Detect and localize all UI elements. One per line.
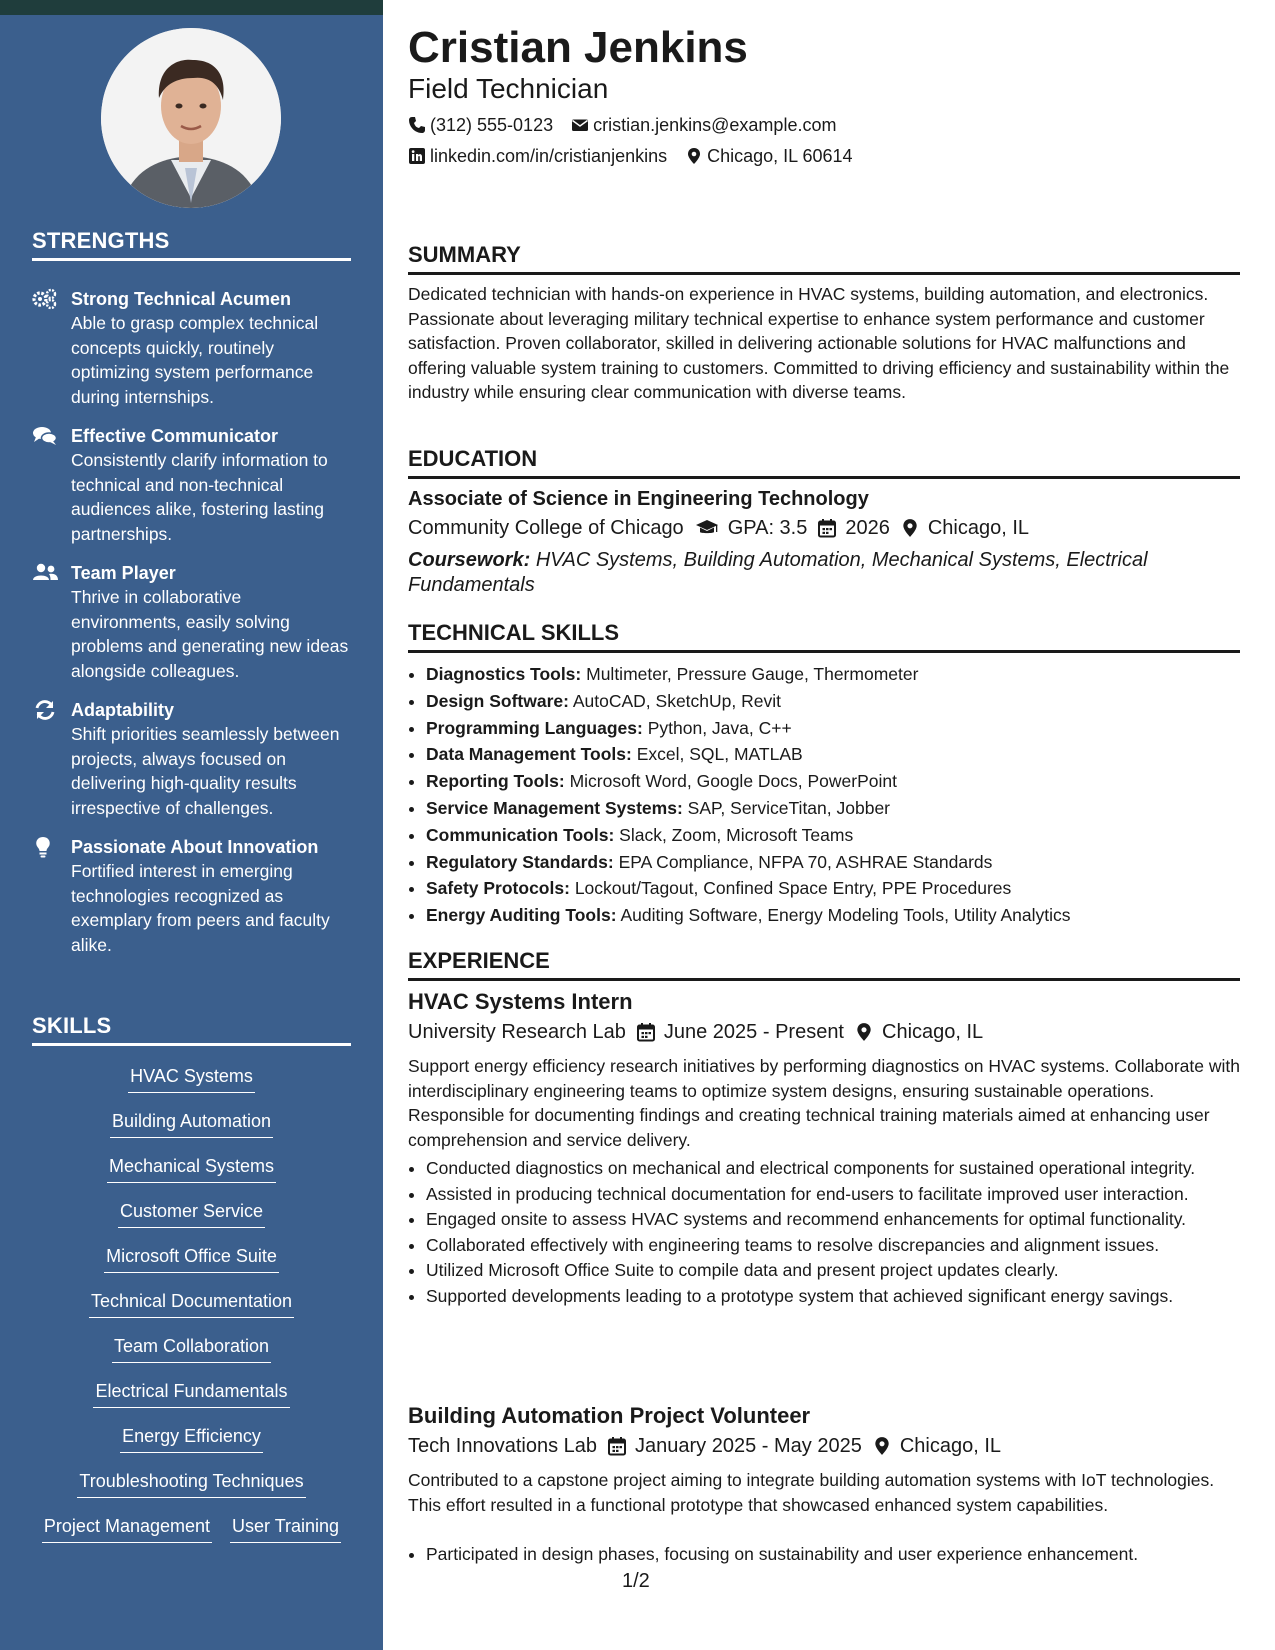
- skill-category: Regulatory Standards:: [426, 851, 614, 872]
- skills-heading: SKILLS: [32, 1013, 351, 1046]
- gears-icon: [32, 288, 58, 310]
- job-organization: Tech Innovations Lab: [408, 1435, 598, 1457]
- map-pin-icon: [900, 518, 920, 538]
- education-meta: [408, 514, 1029, 542]
- skill-category: Reporting Tools:: [426, 771, 565, 792]
- strengths-list: [32, 287, 354, 972]
- technical-skill-item: [426, 715, 1258, 742]
- strength-item: [32, 561, 354, 683]
- graduation-cap-icon: [694, 518, 720, 538]
- skill-values: SAP, ServiceTitan, Jobber: [687, 797, 890, 818]
- refresh-icon: [32, 699, 58, 721]
- job-position-title: HVAC Systems Intern: [408, 989, 633, 1014]
- skill-tag: Customer Service: [118, 1200, 265, 1228]
- location-text: Chicago, IL 60614: [707, 146, 853, 166]
- job-dates: June 2025 - Present: [663, 1021, 844, 1043]
- strength-item: [32, 287, 354, 409]
- technical-skills-heading: TECHNICAL SKILLS: [408, 620, 1240, 653]
- skill-tag: Building Automation: [110, 1110, 273, 1138]
- technical-skill-item: [426, 661, 1258, 688]
- top-accent-bar: [0, 0, 383, 15]
- strength-title: Adaptability: [71, 700, 175, 720]
- strength-item: [32, 835, 354, 957]
- technical-skill-item: [426, 902, 1258, 929]
- skill-category: Energy Auditing Tools:: [426, 905, 617, 926]
- strength-title: Effective Communicator: [71, 426, 279, 446]
- skill-tag: HVAC Systems: [128, 1065, 255, 1093]
- job-meta: [408, 1018, 983, 1046]
- skill-values: Slack, Zoom, Microsoft Teams: [619, 824, 854, 845]
- degree-title: Associate of Science in Engineering Technology: [408, 488, 869, 510]
- page-number: 1/2: [622, 1570, 650, 1592]
- job-bullet: • Conducted diagnostics on mechanical and electrical components for sustained operational integrity.: [426, 1156, 1246, 1181]
- strength-title: Strong Technical Acumen: [71, 289, 292, 309]
- strength-item: [32, 698, 354, 820]
- job-bullet: • Assisted in producing technical documentation for end-users to facilitate improved user interaction.: [426, 1182, 1246, 1207]
- technical-skills-list: [408, 661, 1258, 929]
- skill-category: Programming Languages:: [426, 717, 643, 738]
- map-pin-icon: [872, 1436, 892, 1456]
- skill-tag: Team Collaboration: [112, 1335, 271, 1363]
- contact-location: [685, 144, 852, 168]
- strength-item: [32, 424, 354, 546]
- skill-tag: Mechanical Systems: [107, 1155, 276, 1183]
- skill-tag: Energy Efficiency: [120, 1425, 263, 1453]
- skill-values: Lockout/Tagout, Confined Space Entry, PPE Procedures: [574, 878, 1012, 899]
- users-icon: [32, 562, 58, 584]
- skill-tag: Electrical Fundamentals: [93, 1380, 289, 1408]
- summary-text: Dedicated technician with hands-on experience in HVAC systems, building automation, and electronics. Passionate about leveraging military technical expertise to enhance system performance and customer satisfaction. Proven collaborator, skilled in delivering actionable solutions for HVAC malfunctions and offering valuable system training to customers. Committed to driving efficiency and sustainability within the industry while ensuring clear communication with diverse teams.: [408, 284, 1230, 402]
- strength-description: Consistently clarify information to technical and non-technical audiences alike, fostering lasting partnerships.: [71, 450, 328, 544]
- graduation-year: 2026: [845, 517, 890, 539]
- technical-skill-item: [426, 795, 1258, 822]
- skill-values: AutoCAD, SketchUp, Revit: [572, 690, 781, 711]
- avatar: [101, 28, 281, 208]
- technical-skill-item: [426, 768, 1258, 795]
- skill-values: Excel, SQL, MATLAB: [636, 744, 803, 765]
- skill-category: Design Software:: [426, 690, 569, 711]
- map-pin-icon: [685, 147, 703, 165]
- skill-tag: Microsoft Office Suite: [104, 1245, 279, 1273]
- technical-skill-item: [426, 822, 1258, 849]
- gpa-text: GPA: 3.5: [727, 517, 808, 539]
- strength-title: Team Player: [71, 563, 176, 583]
- candidate-name: Cristian Jenkins: [408, 23, 748, 72]
- skill-tag: User Training: [230, 1515, 341, 1543]
- skill-values: Microsoft Word, Google Docs, PowerPoint: [569, 771, 898, 792]
- skill-category: Safety Protocols:: [426, 878, 570, 899]
- chat-bubbles-icon: [32, 425, 58, 447]
- contact-email[interactable]: [571, 113, 836, 137]
- job-location: Chicago, IL: [899, 1435, 1002, 1457]
- skill-category: Diagnostics Tools:: [426, 664, 582, 684]
- job-bullet: • Utilized Microsoft Office Suite to compile data and present project updates clearly.: [426, 1258, 1246, 1283]
- calendar-icon: [607, 1436, 627, 1456]
- skill-values: EPA Compliance, NFPA 70, ASHRAE Standards: [618, 851, 993, 872]
- technical-skill-item: [426, 741, 1258, 768]
- skill-tag: Technical Documentation: [89, 1290, 294, 1318]
- strength-description: Fortified interest in emerging technologies recognized as exemplary from peers and faculty alike.: [71, 861, 330, 955]
- job-description: Support energy efficiency research initiatives by performing diagnostics on HVAC systems. Collaborate with interdisciplinary engineering teams to optimize system designs, ensuring sustainable operations. Responsible for documenting findings and creating technical training materials aimed at enhancing user comprehension and service delivery.: [408, 1056, 1240, 1150]
- profile-photo: [101, 28, 281, 208]
- experience-heading: EXPERIENCE: [408, 948, 1240, 981]
- contact-linkedin[interactable]: [408, 144, 667, 168]
- skill-tag: Troubleshooting Techniques: [77, 1470, 305, 1498]
- job-description: Contributed to a capstone project aiming to integrate building automation systems with IoT technologies. This effort resulted in a functional prototype that showcased enhanced system capabilities.: [408, 1470, 1215, 1515]
- skill-category: Data Management Tools:: [426, 744, 632, 765]
- calendar-icon: [636, 1022, 656, 1042]
- technical-skill-item: [426, 688, 1258, 715]
- lightbulb-icon: [32, 836, 58, 858]
- strength-description: Able to grasp complex technical concepts quickly, routinely optimizing system performance during internships.: [71, 313, 319, 407]
- job-dates: January 2025 - May 2025: [635, 1435, 862, 1457]
- linkedin-text[interactable]: linkedin.com/in/cristianjenkins: [430, 146, 668, 166]
- contact-row: [408, 113, 836, 137]
- job-bullets: [408, 1542, 1246, 1568]
- job-meta: [408, 1432, 1001, 1460]
- strength-title: Passionate About Innovation: [71, 837, 319, 857]
- job-bullet: • Participated in design phases, focusing on sustainability and user experience enhancement.: [426, 1542, 1246, 1567]
- skill-tag: Project Management: [42, 1515, 212, 1543]
- job-bullets: [408, 1156, 1246, 1309]
- education-location: Chicago, IL: [927, 517, 1030, 539]
- email-text[interactable]: cristian.jenkins@example.com: [593, 115, 837, 135]
- job-bullet: • Engaged onsite to assess HVAC systems and recommend enhancements for optimal functionality.: [426, 1207, 1246, 1232]
- education-heading: EDUCATION: [408, 446, 1240, 479]
- skill-values: Multimeter, Pressure Gauge, Thermometer: [586, 664, 919, 684]
- contact-phone: [408, 113, 553, 137]
- summary-heading: SUMMARY: [408, 242, 1240, 275]
- coursework: [408, 548, 1208, 598]
- job-title: Field Technician: [408, 73, 609, 104]
- linkedin-icon: [408, 147, 426, 165]
- skill-category: Communication Tools:: [426, 824, 615, 845]
- job-bullet: • Collaborated effectively with engineering teams to resolve discrepancies and alignment issues.: [426, 1233, 1246, 1258]
- job-organization: University Research Lab: [408, 1021, 626, 1043]
- strength-description: Thrive in collaborative environments, easily solving problems and generating new ideas alongside colleagues.: [71, 587, 349, 681]
- job-position-title: Building Automation Project Volunteer: [408, 1403, 811, 1428]
- strengths-heading: STRENGTHS: [32, 228, 351, 261]
- technical-skill-item: [426, 875, 1258, 902]
- job-location: Chicago, IL: [882, 1021, 984, 1043]
- sidebar: [0, 15, 383, 1650]
- coursework-list: HVAC Systems, Building Automation, Mechanical Systems, Electrical Fundamentals: [408, 549, 1148, 596]
- calendar-icon: [817, 518, 837, 538]
- envelope-icon: [571, 116, 589, 134]
- job-bullet: • Supported developments leading to a prototype system that achieved significant energy savings.: [426, 1284, 1246, 1309]
- phone-icon: [408, 116, 426, 134]
- coursework-label: Coursework:: [408, 549, 531, 571]
- skills-list: [32, 1065, 351, 1560]
- technical-skill-item: [426, 849, 1258, 876]
- contact-row: [408, 144, 853, 168]
- school-name: Community College of Chicago: [408, 517, 684, 539]
- strength-description: Shift priorities seamlessly between projects, always focused on delivering high-quality results irrespective of challenges.: [71, 724, 340, 818]
- skill-category: Service Management Systems:: [426, 797, 683, 818]
- skill-values: Auditing Software, Energy Modeling Tools, Utility Analytics: [620, 905, 1071, 926]
- skill-values: Python, Java, C++: [647, 717, 792, 738]
- map-pin-icon: [854, 1022, 874, 1042]
- phone-text: (312) 555-0123: [430, 115, 554, 135]
